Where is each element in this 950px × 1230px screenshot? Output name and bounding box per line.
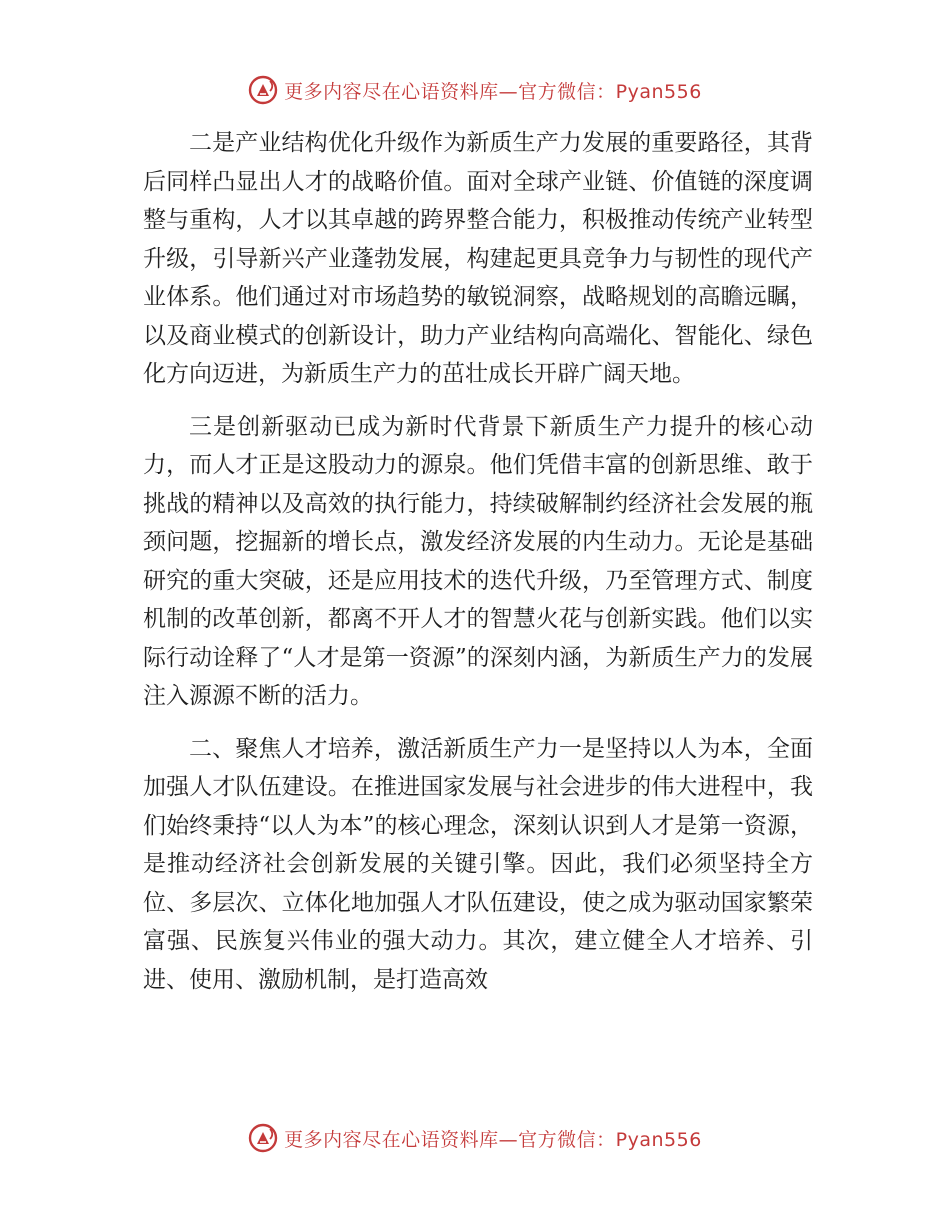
document-body: [143, 124, 813, 1013]
watermark-suffix: 官方微信：Pyan556: [518, 80, 702, 103]
paragraph-3: 二、聚焦人才培养，激活新质生产力一是坚持以人为本，全面加强人才队伍建设。在推进国家发展与社会进步的伟大进程中，我们始终秉持“以人为本”的核心理念，深刻认识到人才是第一资源，是推动经济社会创新发展的关键引擎。因此，我们必须坚持全方位、多层次、立体化地加强人才队伍建设，使之成为驱动国家繁荣富强、民族复兴伟业的强大动力。其次，建立健全人才培养、引进、使用、激励机制，是打造高效: [143, 735, 813, 993]
watermark-text: [284, 1125, 702, 1152]
book-feather-logo-icon: [248, 75, 278, 105]
paragraph-1: 二是产业结构优化升级作为新质生产力发展的重要路径，其背后同样凸显出人才的战略价值。面对全球产业链、价值链的深度调整与重构，人才以其卓越的跨界整合能力，积极推动传统产业转型升级，引导新兴产业蓬勃发展，构建起更具竞争力与韧性的现代产业体系。他们通过对市场趋势的敏锐洞察，战略规划的高瞻远瞩，以及商业模式的创新设计，助力产业结构向高端化、智能化、绿色化方向迈进，为新质生产力的茁壮成长开辟广阔天地。: [143, 130, 813, 387]
watermark-text: [284, 77, 702, 104]
watermark-suffix: 官方微信：Pyan556: [518, 1128, 702, 1151]
watermark-dash: —: [498, 80, 519, 103]
watermark-prefix: 更多内容尽在心语资料库: [284, 1128, 499, 1151]
book-feather-logo-icon: [248, 1123, 278, 1153]
paragraph-2: 三是创新驱动已成为新时代背景下新质生产力提升的核心动力，而人才正是这股动力的源泉。他们凭借丰富的创新思维、敢于挑战的精神以及高效的执行能力，持续破解制约经济社会发展的瓶颈问题，挖掘新的增长点，激发经济发展的内生动力。无论是基础研究的重大突破，还是应用技术的迭代升级，乃至管理方式、制度机制的改革创新，都离不开人才的智慧火花与创新实践。他们以实际行动诠释了“人才是第一资源”的深刻内涵，为新质生产力的发展注入源源不断的活力。: [143, 413, 813, 709]
watermark-prefix: 更多内容尽在心语资料库: [284, 80, 499, 103]
watermark-dash: —: [498, 1128, 519, 1151]
watermark-footer: [0, 1118, 950, 1158]
watermark-header: [0, 70, 950, 110]
